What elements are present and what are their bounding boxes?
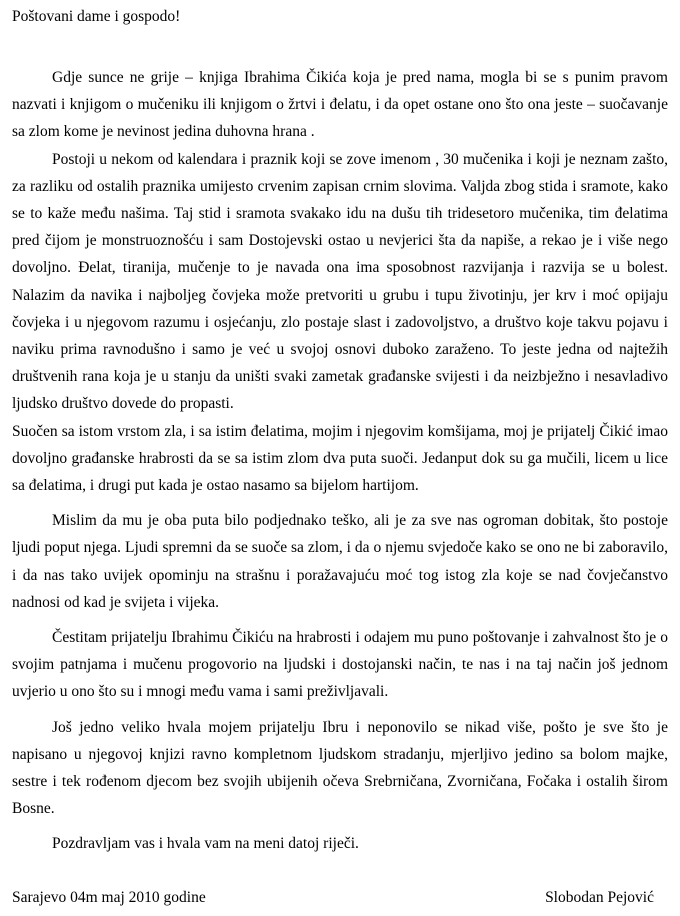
paragraph-3: Suočen sa istom vrstom zla, i sa istim đelatima, mojim i njegovim komšijama, moj je prijatelj Čikić imao dovoljno građanske hrabrosti da se sa istim zlom dva puta suoči. Jedanput dok su ga mučili, licem u lice sa đelatima, i drugi put kada je ostao nasamo sa bijelom hartijom. [12,422,668,495]
place-date: Sarajevo 04m maj 2010 godine [12,889,206,906]
signature-name: Slobodan Pejović [545,889,654,906]
paragraph-1: Gdje sunce ne grije – knjiga Ibrahima Čikića koja je pred nama, mogla bi se s punim pravom nazvati i knjigom o mučeniku ili knjigom o žrtvi i đelatu, i da opet ostane ono što ona jeste – suočavanje sa zlom kome je nevinost jedina duhovna hrana . [12,69,668,141]
paragraph-4: Mislim da mu je oba puta bilo podjednako teško, ali je za sve nas ogroman dobitak, što postoje ljudi poput njega. Ljudi spremni da se suoče sa zlom, i da o njemu svjedoče kako se ono ne bi zaboravilo, i da nas tako uvijek opominju na strašnu i poražavajuću moć tog istog zla koje se nad čovječanstvo nadnosi od kad je svijeta i vijeka. [12,512,668,611]
paragraph-5: Čestitam prijatelju Ibrahimu Čikiću na hrabrosti i odajem mu puno poštovanje i zahvalnost što je o svojim patnjama i mučenu progovorio na ljudski i dostojanski način, te nas i na taj način još jednom uvjerio u ono što su i mnogi među vama i sami preživljavali. [12,629,668,701]
letter-salutation: Poštovani dame i gospodo! [12,8,181,25]
letter-body [12,64,668,866]
paragraph-6: Još jedno veliko hvala mojem prijatelju Ibru i neponovilo se nikad više, pošto je sve što je napisano u njegovoj knjizi ravno kompletnom ljudskom stradanju, mjerljivo jedino sa bolom majke, sestre i tek rođenom djecom bez svojih ubijenih očeva Srebrničana, Zvorničana, Fočaka i ostalih širom Bosne. [12,718,668,818]
paragraph-2: Postoji u nekom od kalendara i praznik koji se zove imenom , 30 mučenika i koji je neznam zašto, za razliku od ostalih praznika umijesto crvenim zapisan crnim slovima. Valjda zbog stida i sramote, kako se to kaže među našima. Taj stid i sramota svakako idu na dušu tih tridesetoro mučenika, tim đelatima pred čijom je monstruoznošću i sam Dostojevski ostao u nevjerici šta da napiše, a rekao je i više nego dovoljno. Đelat, tiranija, mučenje to je navada ona ima sposobnost razvijanja i razvija se u bolest. Nalazim da navika i najboljeg čovjeka može pretvoriti u grubu i tupu životinju, jer krv i moć opijaju čovjeka i u njegovom razumu i osjećanju, zlo postaje slast i zadovoljstvo, a društvo koje takvu pojavu i naviku prima ravnodušno i samo je već u svojoj osnovi duboko zaraženo. To jeste jedna od najtežih društvenih rana koja je u stanju da uništi svaki zametak građanske svijesti i da neizbježno i nesavladivo ljudsko društvo dovede do propasti. [12,150,668,413]
paragraph-7: Pozdravljam vas i hvala vam na meni datoj riječi. [52,835,359,853]
